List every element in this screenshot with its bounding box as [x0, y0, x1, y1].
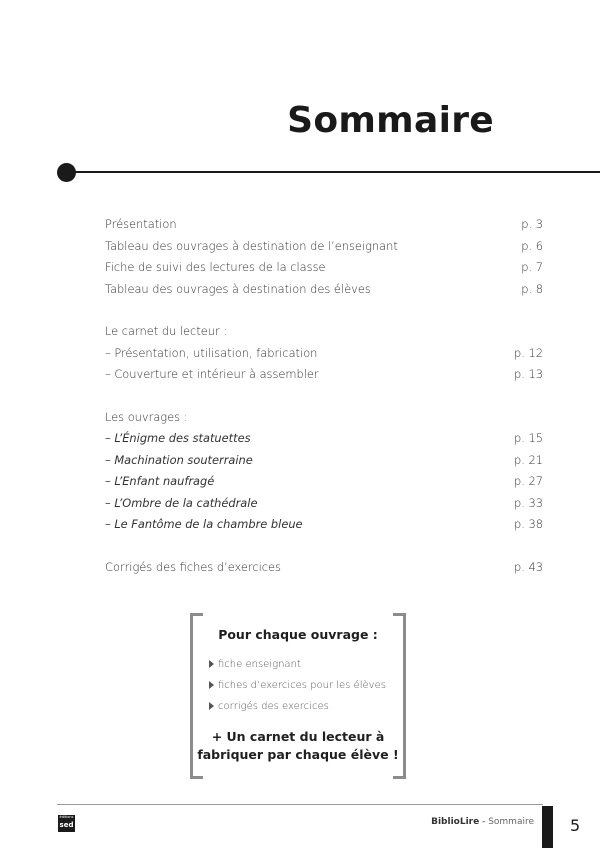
box-callout-line: fabriquer par chaque élève ! [197, 747, 399, 762]
toc-entry-page: p. 13 [514, 367, 543, 381]
footer-separator: - [479, 817, 489, 827]
toc-entry[interactable] [105, 236, 543, 258]
toc-entry[interactable] [105, 493, 543, 515]
toc-entry[interactable] [105, 557, 543, 579]
list-item-label: fiches d’exercices pour les élèves [218, 680, 386, 691]
arrow-right-icon [209, 660, 214, 668]
toc-entry-label: – Présentation, utilisation, fabrication [105, 345, 318, 360]
logo-small-text: éditions [59, 815, 74, 819]
toc-entry-page: p. 7 [521, 260, 543, 274]
toc-entry-label: Présentation [105, 217, 177, 231]
list-item-label: corrigés des exercices [218, 701, 329, 712]
toc-gap [105, 300, 543, 321]
publisher-logo [58, 815, 75, 832]
toc-gap [105, 386, 543, 407]
title-rule [70, 171, 600, 173]
toc-entry-label: Tableau des ouvrages à destination des élèves [105, 281, 371, 296]
footer-rule [57, 804, 543, 805]
toc-entry[interactable] [105, 214, 543, 236]
toc-entry[interactable] [105, 428, 543, 450]
toc-entry[interactable] [105, 364, 543, 386]
list-item [209, 654, 406, 675]
box-list [209, 654, 406, 717]
toc-entry-page: p. 21 [514, 452, 543, 467]
table-of-contents [105, 214, 543, 578]
toc-entry-page: p. 15 [514, 431, 543, 445]
arrow-right-icon [209, 681, 214, 689]
toc-entry-label: – Couverture et intérieur à assembler [105, 367, 319, 381]
logo-big-text: sed [59, 821, 74, 829]
page-number: 5 [570, 816, 581, 835]
toc-entry-page: p. 6 [521, 238, 543, 253]
toc-entry-label: – L’Enfant naufragé [105, 474, 215, 488]
toc-heading-label: Les ouvrages : [105, 409, 188, 424]
toc-entry-page: p. 33 [514, 495, 543, 510]
list-item [209, 675, 406, 696]
footer-running-title [431, 817, 534, 827]
toc-entry-label: – Le Fantôme de la chambre bleue [105, 517, 303, 531]
toc-gap [105, 536, 543, 557]
box-bracket-right [393, 613, 406, 779]
toc-entry-label: – Machination souterraine [105, 452, 253, 467]
toc-entry[interactable] [105, 450, 543, 472]
footer-section: Sommaire [488, 817, 534, 827]
toc-entry[interactable] [105, 514, 543, 536]
toc-section-heading [105, 321, 543, 343]
toc-entry-label: – L’Énigme des statuettes [105, 431, 251, 445]
footer-brand: BiblioLire [431, 817, 480, 827]
list-item [209, 696, 406, 717]
toc-entry[interactable] [105, 471, 543, 493]
toc-entry[interactable] [105, 257, 543, 279]
toc-entry-page: p. 12 [514, 345, 543, 360]
toc-entry-page: p. 43 [514, 559, 543, 574]
toc-entry-page: p. 38 [514, 517, 543, 531]
list-item-label: fiche enseignant [218, 659, 301, 670]
page-title: Sommaire [287, 100, 494, 141]
toc-entry-page: p. 3 [521, 217, 543, 231]
toc-entry[interactable] [105, 279, 543, 301]
toc-entry-page: p. 27 [514, 474, 543, 488]
box-callout [190, 728, 406, 764]
toc-entry-label: – L’Ombre de la cathédrale [105, 495, 258, 510]
page-tab [542, 806, 553, 848]
title-rule-dot [57, 163, 76, 182]
toc-entry-page: p. 8 [521, 281, 543, 296]
toc-entry-label: Corrigés des fiches d’exercices [105, 559, 281, 574]
toc-entry-label: Tableau des ouvrages à destination de l’enseignant [105, 238, 398, 253]
box-bracket-left [190, 613, 203, 779]
toc-entry[interactable] [105, 343, 543, 365]
toc-entry-label: Fiche de suivi des lectures de la classe [105, 260, 326, 274]
arrow-right-icon [209, 702, 214, 710]
toc-heading-label: Le carnet du lecteur : [105, 324, 228, 338]
box-title: Pour chaque ouvrage : [218, 627, 378, 642]
box-callout-line: + Un carnet du lecteur à [211, 729, 385, 744]
summary-box [190, 613, 406, 779]
toc-section-heading [105, 407, 543, 429]
